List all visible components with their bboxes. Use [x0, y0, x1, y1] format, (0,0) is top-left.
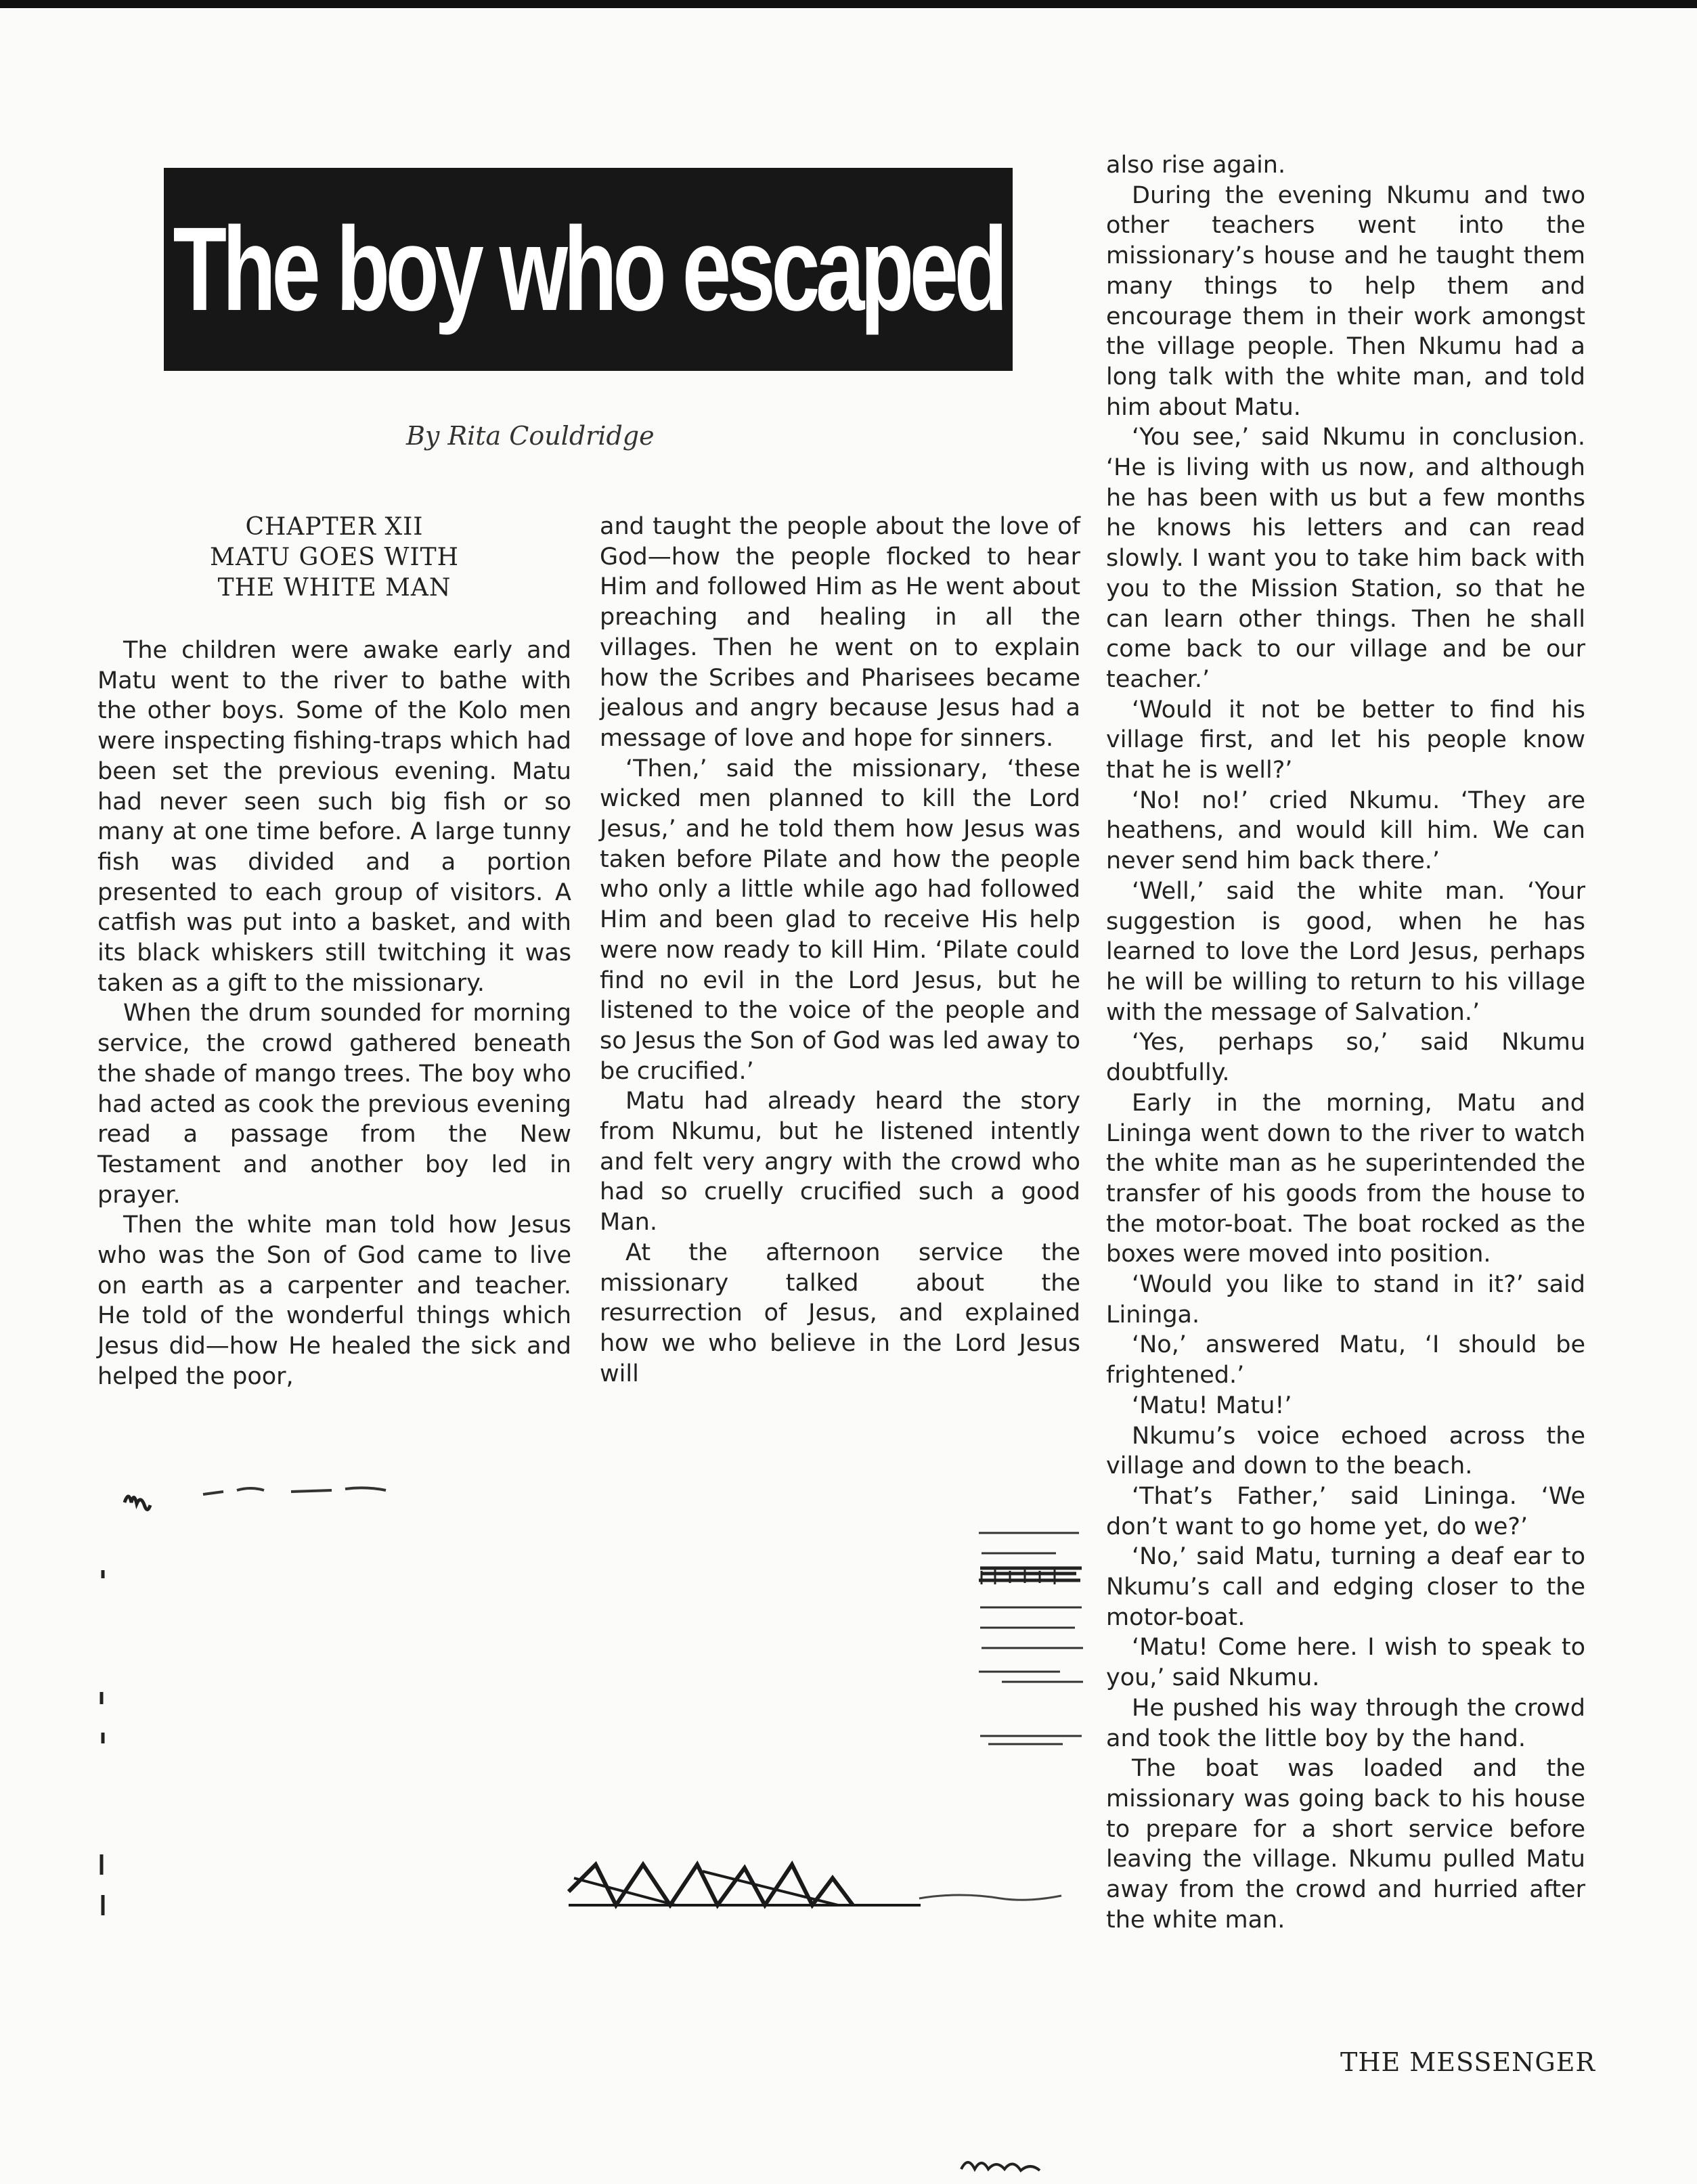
- paragraph: ‘No,’ said Matu, turning a deaf ear to Nkumu’s call and edging closer to the motor-boat.: [1106, 1543, 1585, 1631]
- margin-marks: [95, 1563, 115, 1915]
- paragraph: ‘Matu! Matu!’: [1132, 1391, 1292, 1419]
- chapter-number: CHAPTER XII: [245, 513, 424, 541]
- column-2: [600, 512, 1080, 1389]
- paragraph: Then the white man told how Jesus who was the Son of God came to live on earth as a carpenter and teacher. He told of the wonderful things which Jesus did—how He healed the sick and helped the poor,: [97, 1211, 571, 1390]
- illustration-fragment-bottom: [567, 1858, 1082, 1919]
- illustration-fragment-right: [975, 1526, 1083, 1750]
- paragraph: ‘Would it not be better to find his village first, and let his people know that he is well?’: [1106, 696, 1585, 784]
- paragraph: The boat was loaded and the missionary was going back to his house to prepare for a short service before leaving the village. Nkumu pulled Matu away from the crowd and hurried after the white man.: [1106, 1755, 1585, 1934]
- paragraph: At the afternoon service the missionary talked about the resurrection of Jesus, and explained how we who believe in the Lord Jesus will: [600, 1239, 1080, 1387]
- paragraph: also rise again.: [1106, 152, 1286, 179]
- illustration-fragment-top: [115, 1475, 494, 1536]
- column-1: [97, 512, 571, 1392]
- scan-top-edge: [0, 0, 1697, 8]
- paragraph: When the drum sounded for morning service, the crowd gathered beneath the shade of mango trees. The boy who had acted as cook the previous evening read a passage from the New Testament and another boy led in prayer.: [97, 1000, 571, 1209]
- paragraph: ‘That’s Father,’ said Lininga. ‘We don’t want to go home yet, do we?’: [1106, 1482, 1585, 1540]
- title-banner: [164, 168, 1013, 371]
- paragraph: ‘You see,’ said Nkumu in conclusion. ‘He is living with us now, and although he has been with us but a few months he knows his letters and can read slowly. I want you to take him back with you to the Mission Station, so that he can learn other things. Then he shall come back to our village and be our teacher.’: [1106, 424, 1585, 693]
- publication-footer: THE MESSENGER: [1340, 2047, 1596, 2077]
- article-title: The boy who escaped: [173, 203, 1004, 336]
- paragraph: During the evening Nkumu and two other teachers went into the missionary’s house and he taught them many things to help them and encourage them in their work amongst the village people. Then Nkumu had a long talk with the white man, and told him about Matu.: [1106, 181, 1585, 421]
- paragraph: The children were awake early and Matu went to the river to bathe with the other boys. Some of the Kolo men were inspecting fishing-traps which had been set the previous evening. Matu had never seen such big fish or so many at one time before. A large tunny fish was divided and a portion presented to each group of visitors. A catfish was put into a basket, and with its black whiskers still twitching it was taken as a gift to the missionary.: [97, 637, 571, 997]
- paragraph: He pushed his way through the crowd and took the little boy by the hand.: [1106, 1694, 1585, 1752]
- illustration-fragment-foot: [954, 2142, 1090, 2183]
- column-3: [1106, 150, 1585, 1935]
- paragraph: Matu had already heard the story from Nkumu, but he listened intently and felt very angry with the crowd who had so cruelly crucified such a good Man.: [600, 1088, 1080, 1236]
- paragraph: ‘Well,’ said the white man. ‘Your suggestion is good, when he has learned to love the Lord Jesus, perhaps he will be willing to return to his village with the message of Salvation.’: [1106, 877, 1585, 1026]
- paragraph: ‘No! no!’ cried Nkumu. ‘They are heathens, and would kill him. We can never send him back there.’: [1106, 786, 1585, 875]
- paragraph: ‘Then,’ said the missionary, ‘these wicked men planned to kill the Lord Jesus,’ and he told them how Jesus was taken before Pilate and how the people who only a little while ago had followed Him and been glad to receive His help were now ready to kill Him. ‘Pilate could find no evil in the Lord Jesus, but he listened to the voice of the people and so Jesus the Son of God was led away to be crucified.’: [600, 755, 1080, 1085]
- paragraph: ‘Matu! Come here. I wish to speak to you,’ said Nkumu.: [1106, 1634, 1585, 1692]
- paragraph: Early in the morning, Matu and Lininga went down to the river to watch the white man as he superintended the transfer of his goods from the house to the motor-boat. The boat rocked as the boxes were moved into position.: [1106, 1089, 1585, 1268]
- paragraph: ‘No,’ answered Matu, ‘I should be frightened.’: [1106, 1331, 1585, 1389]
- paragraph: ‘Would you like to stand in it?’ said Lininga.: [1106, 1271, 1585, 1329]
- paragraph: and taught the people about the love of God—how the people flocked to hear Him and followed Him as He went about preaching and healing in all the villages. Then he went on to explain how the Scribes and Pharisees became jealous and angry because Jesus had a message of love and hope for sinners.: [600, 513, 1080, 752]
- chapter-heading: [97, 512, 571, 603]
- byline: By Rita Couldridge: [406, 421, 655, 451]
- paragraph: ‘Yes, perhaps so,’ said Nkumu doubtfully.: [1106, 1029, 1585, 1087]
- paragraph: Nkumu’s voice echoed across the village and down to the beach.: [1106, 1422, 1585, 1480]
- chapter-title-line-2: THE WHITE MAN: [217, 574, 451, 602]
- chapter-title-line-1: MATU GOES WITH: [210, 543, 459, 571]
